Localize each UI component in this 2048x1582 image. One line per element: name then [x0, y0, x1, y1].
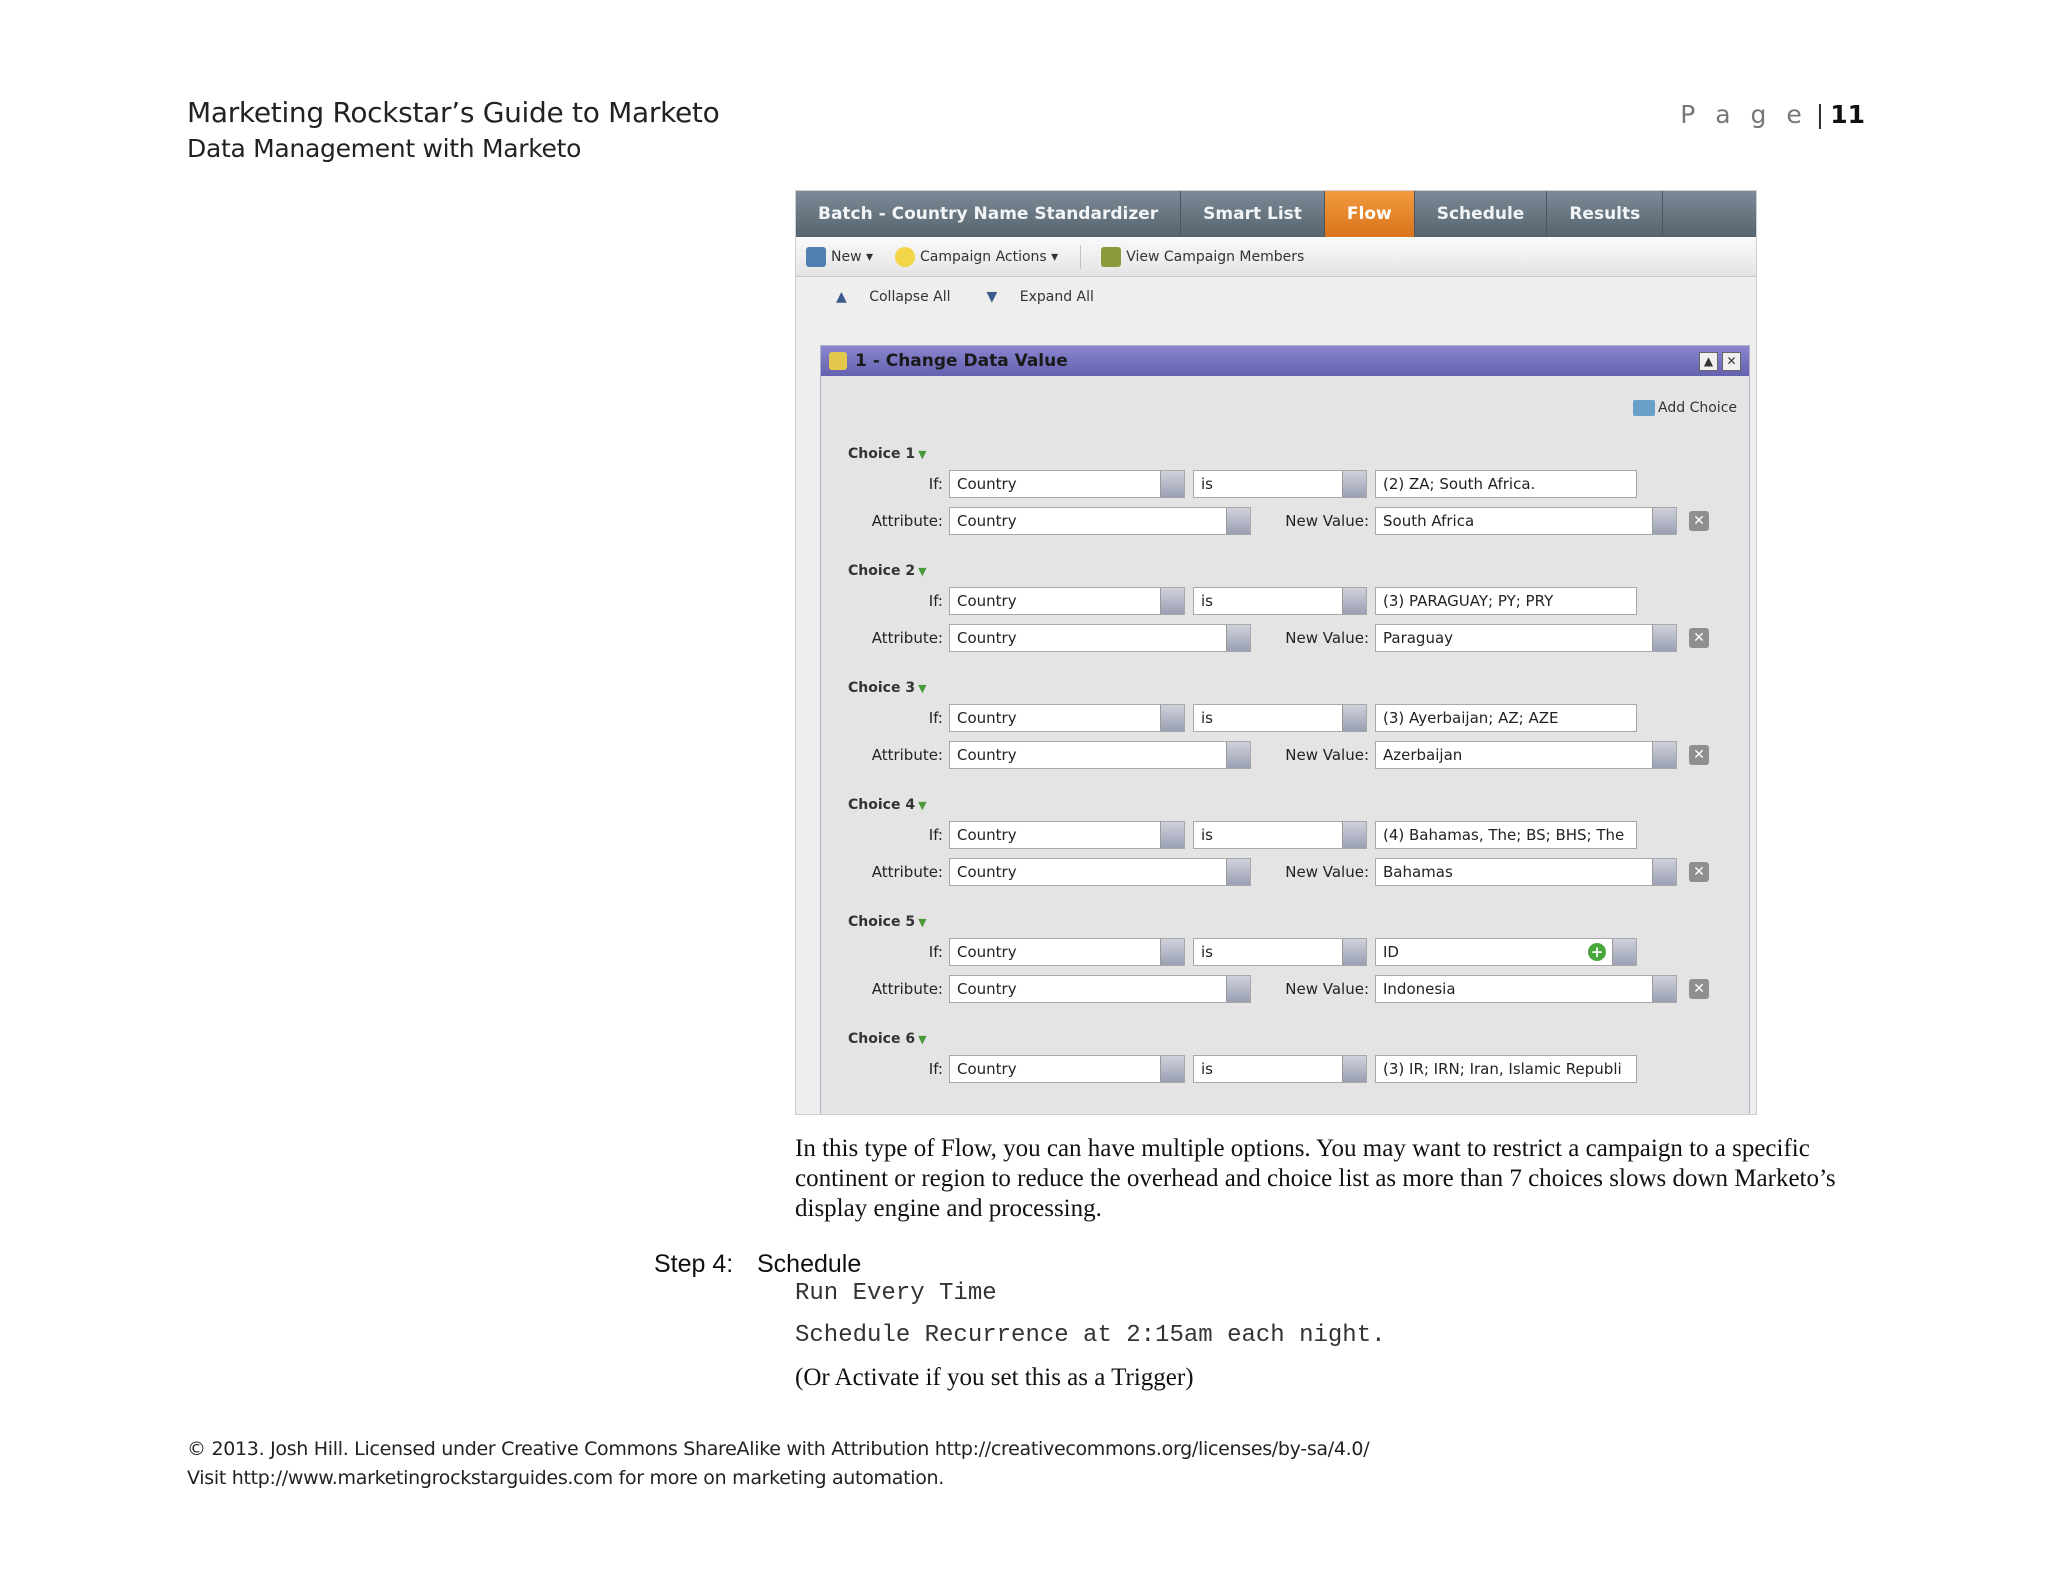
choice-1-if-value-input[interactable]: (2) ZA; South Africa.	[1375, 470, 1637, 498]
choice-5-toggle-icon: ▼	[918, 916, 927, 929]
choice-2-operator-value: is	[1201, 592, 1213, 610]
expand-all-link[interactable]	[987, 289, 1112, 305]
triangle-down-icon: ▼	[986, 289, 1002, 305]
choice-1-title: Choice 1	[848, 446, 916, 462]
choice-2-title: Choice 2	[848, 563, 916, 579]
choice-5-if-field-select[interactable]	[949, 938, 1185, 966]
choice-5-attribute-select[interactable]	[949, 975, 1251, 1003]
choice-4-attribute-label: Attribute:	[871, 863, 943, 881]
dropdown-arrow-icon	[1652, 508, 1676, 534]
choice-1-label[interactable]	[848, 446, 927, 462]
dropdown-arrow-icon	[1342, 588, 1366, 614]
add-choice-button[interactable]	[1633, 400, 1737, 416]
choice-3-new-value-select[interactable]	[1375, 741, 1677, 769]
step-title: Schedule	[757, 1250, 862, 1278]
choice-1-if-label: If:	[928, 475, 943, 493]
tab-schedule[interactable]: Schedule	[1415, 191, 1548, 237]
choice-6-operator-value: is	[1201, 1060, 1213, 1078]
add-choice-icon	[1633, 400, 1655, 416]
dropdown-arrow-icon	[1612, 939, 1636, 965]
choice-5-if-value-text: ID	[1383, 943, 1399, 961]
tab-flow[interactable]: Flow	[1325, 191, 1415, 237]
choice-1-new-value-label: New Value:	[1285, 512, 1369, 530]
close-step-icon[interactable]: ✕	[1722, 352, 1741, 371]
dropdown-arrow-icon	[1342, 822, 1366, 848]
choice-3-if-label: If:	[928, 709, 943, 727]
document-subtitle: Data Management with Marketo	[187, 134, 582, 163]
choice-4-if-label: If:	[928, 826, 943, 844]
campaign-actions-button[interactable]	[895, 247, 1058, 267]
choice-5-attribute-label: Attribute:	[871, 980, 943, 998]
dropdown-arrow-icon	[1226, 508, 1250, 534]
new-menu-button[interactable]	[806, 247, 873, 267]
dropdown-arrow-icon	[1160, 822, 1184, 848]
choice-3-if-value-input[interactable]: (3) Ayerbaijan; AZ; AZE	[1375, 704, 1637, 732]
add-value-icon[interactable]: +	[1588, 943, 1606, 961]
dropdown-arrow-icon	[1160, 705, 1184, 731]
dropdown-arrow-icon	[1160, 939, 1184, 965]
dropdown-arrow-icon	[1160, 588, 1184, 614]
choice-1-delete-icon[interactable]: ✕	[1689, 511, 1709, 531]
choice-4-operator-value: is	[1201, 826, 1213, 844]
dropdown-arrow-icon	[1342, 471, 1366, 497]
choice-5-operator-select[interactable]	[1193, 938, 1367, 966]
view-members-label: View Campaign Members	[1126, 248, 1305, 265]
campaign-actions-label: Campaign Actions ▾	[920, 248, 1059, 265]
choice-4-attribute-value: Country	[957, 863, 1017, 881]
choice-5-new-value-label: New Value:	[1285, 980, 1369, 998]
choice-2-new-value-label: New Value:	[1285, 629, 1369, 647]
choice-3-attribute-select[interactable]	[949, 741, 1251, 769]
view-members-button[interactable]	[1101, 247, 1304, 267]
choice-4-if-field-value: Country	[957, 826, 1017, 844]
choice-2-new-value-select[interactable]	[1375, 624, 1677, 652]
choice-5-operator-value: is	[1201, 943, 1213, 961]
choice-6-if-label: If:	[928, 1060, 943, 1078]
choice-2-if-label: If:	[928, 592, 943, 610]
choice-5-if-value-input[interactable]	[1375, 938, 1637, 966]
choice-5-if-label: If:	[928, 943, 943, 961]
choice-4-toggle-icon: ▼	[918, 799, 927, 812]
schedule-line-2: Schedule Recurrence at 2:15am each night.	[795, 1322, 1386, 1349]
dropdown-arrow-icon	[1226, 625, 1250, 651]
footer-visit: Visit http://www.marketingrockstarguides.com for more on marketing automation.	[187, 1467, 945, 1489]
choice-4-label[interactable]	[848, 797, 927, 813]
dropdown-arrow-icon	[1652, 742, 1676, 768]
footer-license: © 2013. Josh Hill. Licensed under Creative Commons ShareAlike with Attribution http://creativecommons.org/licenses/by-sa/4.0/	[187, 1438, 1370, 1460]
choice-2-if-field-value: Country	[957, 592, 1017, 610]
trigger-note: (Or Activate if you set this as a Trigger)	[795, 1364, 1194, 1391]
choice-2-new-value-value: Paraguay	[1383, 629, 1454, 647]
choice-2-label[interactable]	[848, 563, 927, 579]
choice-6-if-field-select[interactable]	[949, 1055, 1185, 1083]
choice-1-attribute-select[interactable]	[949, 507, 1251, 535]
campaign-tabbar	[796, 191, 1756, 237]
choice-6-title: Choice 6	[848, 1031, 916, 1047]
tab-results[interactable]: Results	[1547, 191, 1663, 237]
dropdown-arrow-icon	[1342, 705, 1366, 731]
choice-5-attribute-value: Country	[957, 980, 1017, 998]
choice-4-attribute-select[interactable]	[949, 858, 1251, 886]
choice-2-delete-icon[interactable]: ✕	[1689, 628, 1709, 648]
choice-2-toggle-icon: ▼	[918, 565, 927, 578]
choice-4-title: Choice 4	[848, 797, 916, 813]
choice-4-if-value-input[interactable]: (4) Bahamas, The; BS; BHS; The	[1375, 821, 1637, 849]
collapse-step-icon[interactable]: ▲	[1699, 352, 1718, 371]
collapse-expand-row	[836, 289, 1130, 305]
choice-2-operator-select[interactable]	[1193, 587, 1367, 615]
campaign-toolbar	[796, 237, 1756, 277]
body-paragraph: In this type of Flow, you can have multiple options. You may want to restrict a campaign to a specific continent or region to reduce the overhead and choice list as more than 7 choices slows down Marketo’s display engine and processing.	[795, 1135, 1836, 1222]
page-number-block	[1680, 100, 1865, 129]
tab-campaign-name[interactable]: Batch - Country Name Standardizer	[796, 191, 1181, 237]
choice-1-toggle-icon: ▼	[918, 448, 927, 461]
dropdown-arrow-icon	[1342, 1056, 1366, 1082]
dropdown-arrow-icon	[1652, 625, 1676, 651]
choice-1-attribute-value: Country	[957, 512, 1017, 530]
collapse-all-label: Collapse All	[869, 289, 951, 305]
choice-6-if-value-input[interactable]: (3) IR; IRN; Iran, Islamic Republi	[1375, 1055, 1637, 1083]
flow-step-header[interactable]	[821, 346, 1749, 376]
new-icon	[806, 247, 826, 267]
choice-3-toggle-icon: ▼	[918, 682, 927, 695]
people-icon	[1101, 247, 1121, 267]
choice-5-if-field-value: Country	[957, 943, 1017, 961]
flow-step-icon	[829, 352, 847, 370]
choice-3-attribute-label: Attribute:	[871, 746, 943, 764]
choice-3-new-value-label: New Value:	[1285, 746, 1369, 764]
dropdown-arrow-icon	[1160, 471, 1184, 497]
choice-3-operator-value: is	[1201, 709, 1213, 727]
choice-3-if-field-value: Country	[957, 709, 1017, 727]
step-number: Step 4:	[654, 1250, 734, 1278]
schedule-line-1: Run Every Time	[795, 1280, 997, 1307]
choice-4-new-value-value: Bahamas	[1383, 863, 1453, 881]
choice-1-attribute-label: Attribute:	[871, 512, 943, 530]
choice-4-delete-icon[interactable]: ✕	[1689, 862, 1709, 882]
dropdown-arrow-icon	[1226, 859, 1250, 885]
lightbulb-icon	[895, 247, 915, 267]
choice-3-attribute-value: Country	[957, 746, 1017, 764]
choice-5-new-value-value: Indonesia	[1383, 980, 1456, 998]
choice-6-toggle-icon: ▼	[918, 1033, 927, 1046]
flow-step-title: 1 - Change Data Value	[855, 351, 1068, 371]
choice-6-if-field-value: Country	[957, 1060, 1017, 1078]
choice-3-if-field-select[interactable]	[949, 704, 1185, 732]
dropdown-arrow-icon	[1652, 859, 1676, 885]
dropdown-arrow-icon	[1226, 976, 1250, 1002]
choice-2-attribute-select[interactable]	[949, 624, 1251, 652]
collapse-all-link[interactable]	[836, 289, 969, 305]
choice-4-if-field-select[interactable]	[949, 821, 1185, 849]
choice-2-attribute-label: Attribute:	[871, 629, 943, 647]
expand-all-label: Expand All	[1019, 289, 1094, 305]
step-heading	[654, 1250, 861, 1279]
page-separator: |	[1815, 100, 1825, 129]
choice-1-operator-select[interactable]	[1193, 470, 1367, 498]
toolbar-divider	[1080, 245, 1081, 269]
choice-3-operator-select[interactable]	[1193, 704, 1367, 732]
dropdown-arrow-icon	[1226, 742, 1250, 768]
flow-step-box	[820, 345, 1750, 1115]
choice-2-if-value-input[interactable]: (3) PARAGUAY; PY; PRY	[1375, 587, 1637, 615]
choice-2-if-field-select[interactable]	[949, 587, 1185, 615]
choice-3-title: Choice 3	[848, 680, 916, 696]
tab-smart-list[interactable]: Smart List	[1181, 191, 1325, 237]
new-menu-label: New ▾	[831, 248, 874, 265]
triangle-up-icon: ▲	[836, 289, 852, 305]
choice-3-delete-icon[interactable]: ✕	[1689, 745, 1709, 765]
page-number: 11	[1830, 100, 1865, 129]
choice-1-if-field-select[interactable]	[949, 470, 1185, 498]
choice-6-label[interactable]	[848, 1031, 927, 1047]
choice-1-new-value-select[interactable]	[1375, 507, 1677, 535]
choice-1-if-field-value: Country	[957, 475, 1017, 493]
dropdown-arrow-icon	[1342, 939, 1366, 965]
choice-5-label[interactable]	[848, 914, 927, 930]
choice-4-new-value-select[interactable]	[1375, 858, 1677, 886]
choice-2-attribute-value: Country	[957, 629, 1017, 647]
choice-4-new-value-label: New Value:	[1285, 863, 1369, 881]
page-word: P a g e	[1680, 100, 1808, 129]
choice-5-delete-icon[interactable]: ✕	[1689, 979, 1709, 999]
choice-5-title: Choice 5	[848, 914, 916, 930]
choice-5-new-value-select[interactable]	[1375, 975, 1677, 1003]
choice-3-label[interactable]	[848, 680, 927, 696]
choice-6-operator-select[interactable]	[1193, 1055, 1367, 1083]
choice-3-new-value-value: Azerbaijan	[1383, 746, 1463, 764]
dropdown-arrow-icon	[1160, 1056, 1184, 1082]
add-choice-label: Add Choice	[1658, 400, 1737, 416]
choice-4-operator-select[interactable]	[1193, 821, 1367, 849]
choice-1-operator-value: is	[1201, 475, 1213, 493]
document-title: Marketing Rockstar’s Guide to Marketo	[187, 96, 720, 129]
choice-1-new-value-value: South Africa	[1383, 512, 1475, 530]
marketo-screenshot	[795, 190, 1757, 1115]
dropdown-arrow-icon	[1652, 976, 1676, 1002]
